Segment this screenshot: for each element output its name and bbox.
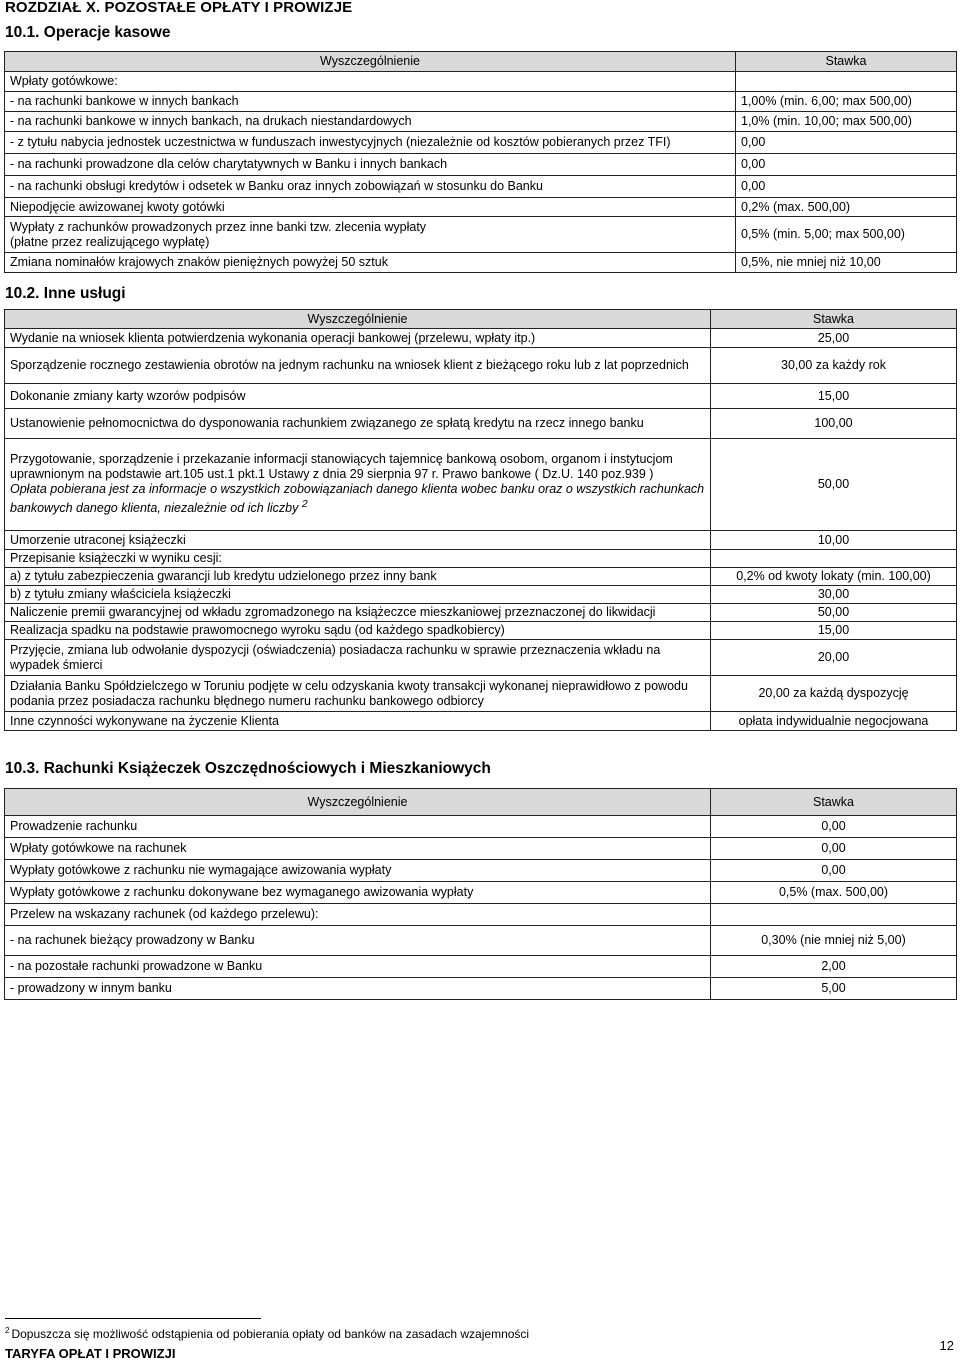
table-row — [5, 217, 957, 253]
footnote-mark: 2 — [5, 1326, 10, 1335]
column-header-desc: Wyszczególnienie — [5, 789, 711, 816]
row-rate — [711, 550, 957, 568]
table-row — [5, 712, 957, 731]
row-rate: 15,00 — [711, 622, 957, 640]
row-rate: 0,5% (max. 500,00) — [711, 882, 957, 904]
row-rate: 25,00 — [711, 329, 957, 348]
row-rate: 0,00 — [711, 860, 957, 882]
row-rate: 50,00 — [711, 604, 957, 622]
footnote-ref: 2 — [301, 499, 308, 511]
table-header-row — [5, 52, 957, 72]
row-desc: Sporządzenie rocznego zestawienia obrotów na jednym rachunku na wniosek klient z bieżącego roku lub z lat poprzednich — [5, 348, 711, 384]
row-desc: b) z tytułu zmiany właściciela książeczki — [5, 586, 711, 604]
row-desc: - prowadzony w innym banku — [5, 978, 711, 1000]
row-desc-line-1: Wypłaty z rachunków prowadzonych przez inne banki tzw. zlecenia wypłaty — [10, 219, 427, 234]
row-rate: 0,00 — [736, 176, 957, 198]
column-header-rate: Stawka — [711, 310, 957, 329]
table-row — [5, 816, 957, 838]
row-desc: - na pozostałe rachunki prowadzone w Banku — [5, 956, 711, 978]
column-header-desc: Wyszczególnienie — [5, 310, 711, 329]
table-rachunki-ksiazeczek — [4, 788, 957, 1000]
row-desc: Działania Banku Spółdzielczego w Toruniu podjęte w celu odzyskania kwoty transakcji wykonanej nieprawidłowo z powodu podania przez posiadacza rachunku błędnego numeru rachunku bankowego odbiorcy — [5, 676, 711, 712]
row-rate: 0,2% od kwoty lokaty (min. 100,00) — [711, 568, 957, 586]
table-row — [5, 978, 957, 1000]
row-rate: 0,30% (nie mniej niż 5,00) — [711, 926, 957, 956]
row-desc: - na rachunki bankowe w innych bankach, na drukach niestandardowych — [5, 112, 736, 132]
table-operacje-kasowe — [4, 51, 957, 273]
row-rate: opłata indywidualnie negocjowana — [711, 712, 957, 731]
row-desc: Realizacja spadku na podstawie prawomocnego wyroku sądu (od każdego spadkobiercy) — [5, 622, 711, 640]
row-rate: 1,00% (min. 6,00; max 500,00) — [736, 92, 957, 112]
footer-title: TARYFA OPŁAT I PROWIZJI — [5, 1346, 176, 1361]
table-row — [5, 956, 957, 978]
section-title-10-2: 10.2. Inne usługi — [5, 285, 126, 302]
row-desc: a) z tytułu zabezpieczenia gwarancji lub kredytu udzielonego przez inny bank — [5, 568, 711, 586]
table-row — [5, 904, 957, 926]
row-rate: 0,00 — [711, 816, 957, 838]
row-desc: Przyjęcie, zmiana lub odwołanie dyspozycji (oświadczenia) posiadacza rachunku w sprawie przeznaczenia wkładu na wypadek śmierci — [5, 640, 711, 676]
row-rate: 5,00 — [711, 978, 957, 1000]
row-desc: Wypłaty gotówkowe z rachunku nie wymagające awizowania wypłaty — [5, 860, 711, 882]
row-rate: 20,00 za każdą dyspozycję — [711, 676, 957, 712]
row-rate: 0,00 — [736, 132, 957, 154]
row-rate: 0,00 — [711, 838, 957, 860]
row-desc: Przelew na wskazany rachunek (od każdego przelewu): — [5, 904, 711, 926]
table-row — [5, 568, 957, 586]
row-desc: - na rachunki obsługi kredytów i odsetek w Banku oraz innych zobowiązań w stosunku do Banku — [5, 176, 736, 198]
row-desc-main: Przygotowanie, sporządzenie i przekazanie informacji stanowiących tajemnicę bankową osobom, organom i instytucjom uprawnionym na podstawie art.105 ust.1 pkt.1 Ustawy z dnia 29 sierpnia 97 r. Prawo bankowe ( Dz.U. 140 poz.939 ) — [10, 452, 673, 482]
row-desc — [5, 217, 736, 253]
table-row — [5, 72, 957, 92]
table-row — [5, 92, 957, 112]
chapter-title: ROZDZIAŁ X. POZOSTAŁE OPŁATY I PROWIZJE — [5, 0, 353, 16]
table-row — [5, 531, 957, 550]
table-row — [5, 622, 957, 640]
row-rate: 0,00 — [736, 154, 957, 176]
row-rate: 10,00 — [711, 531, 957, 550]
row-rate: 100,00 — [711, 409, 957, 439]
column-header-rate: Stawka — [736, 52, 957, 72]
row-desc: Wpłaty gotówkowe: — [5, 72, 736, 92]
row-rate: 0,2% (max. 500,00) — [736, 198, 957, 217]
table-row — [5, 409, 957, 439]
row-desc: - z tytułu nabycia jednostek uczestnictwa w funduszach inwestycyjnych (niezależnie od kosztów pobieranych przez TFI) — [5, 132, 736, 154]
row-desc: Wypłaty gotówkowe z rachunku dokonywane bez wymaganego awizowania wypłaty — [5, 882, 711, 904]
table-row — [5, 253, 957, 273]
row-desc-line-2: (płatne przez realizującego wypłatę) — [10, 234, 210, 249]
table-inne-uslugi — [4, 309, 957, 731]
row-rate: 30,00 za każdy rok — [711, 348, 957, 384]
table-row — [5, 112, 957, 132]
row-desc: Inne czynności wykonywane na życzenie Klienta — [5, 712, 711, 731]
row-desc: Zmiana nominałów krajowych znaków pieniężnych powyżej 50 sztuk — [5, 253, 736, 273]
row-desc: - na rachunek bieżący prowadzony w Banku — [5, 926, 711, 956]
row-desc — [5, 439, 711, 531]
row-rate — [736, 72, 957, 92]
row-desc: - na rachunki bankowe w innych bankach — [5, 92, 736, 112]
row-rate: 1,0% (min. 10,00; max 500,00) — [736, 112, 957, 132]
table-row — [5, 329, 957, 348]
row-desc: - na rachunki prowadzone dla celów charytatywnych w Banku i innych bankach — [5, 154, 736, 176]
table-header-row — [5, 789, 957, 816]
row-desc: Wpłaty gotówkowe na rachunek — [5, 838, 711, 860]
table-row — [5, 198, 957, 217]
table-row — [5, 348, 957, 384]
row-rate: 2,00 — [711, 956, 957, 978]
column-header-desc: Wyszczególnienie — [5, 52, 736, 72]
section-title-10-3: 10.3. Rachunki Książeczek Oszczędnościowych i Mieszkaniowych — [5, 760, 491, 777]
row-desc: Wydanie na wniosek klienta potwierdzenia wykonania operacji bankowej (przelewu, wpłaty itp.) — [5, 329, 711, 348]
table-row — [5, 676, 957, 712]
row-rate — [711, 904, 957, 926]
table-row — [5, 640, 957, 676]
row-desc: Dokonanie zmiany karty wzorów podpisów — [5, 384, 711, 409]
row-desc-note-text: Opłata pobierana jest za informacje o wszystkich zobowiązaniach danego klienta wobec banku oraz o wszystkich rachunkach bankowych danego klienta, niezależnie od ich liczby — [10, 482, 705, 516]
table-row — [5, 132, 957, 154]
row-rate: 0,5%, nie mniej niż 10,00 — [736, 253, 957, 273]
footnote-text: Dopuszcza się możliwość odstąpienia od pobierania opłaty od banków na zasadach wzajemności — [11, 1327, 530, 1341]
table-row — [5, 586, 957, 604]
table-row — [5, 604, 957, 622]
table-row — [5, 439, 957, 531]
row-desc-note — [10, 482, 705, 516]
row-rate: 0,5% (min. 5,00; max 500,00) — [736, 217, 957, 253]
table-row — [5, 860, 957, 882]
row-rate: 30,00 — [711, 586, 957, 604]
table-row — [5, 838, 957, 860]
row-desc: Niepodjęcie awizowanej kwoty gotówki — [5, 198, 736, 217]
table-row — [5, 384, 957, 409]
row-desc: Prowadzenie rachunku — [5, 816, 711, 838]
row-desc: Przepisanie książeczki w wyniku cesji: — [5, 550, 711, 568]
row-desc: Umorzenie utraconej książeczki — [5, 531, 711, 550]
row-rate: 15,00 — [711, 384, 957, 409]
row-rate: 50,00 — [711, 439, 957, 531]
column-header-rate: Stawka — [711, 789, 957, 816]
table-row — [5, 550, 957, 568]
table-header-row — [5, 310, 957, 329]
table-row — [5, 926, 957, 956]
section-title-10-1: 10.1. Operacje kasowe — [5, 24, 171, 41]
table-row — [5, 154, 957, 176]
row-desc: Ustanowienie pełnomocnictwa do dysponowania rachunkiem związanego ze spłatą kredytu na rzecz innego banku — [5, 409, 711, 439]
table-row — [5, 176, 957, 198]
footnote-separator — [5, 1318, 261, 1319]
row-rate: 20,00 — [711, 640, 957, 676]
page-number: 12 — [939, 1338, 954, 1353]
footnote — [5, 1326, 529, 1341]
row-desc: Naliczenie premii gwarancyjnej od wkładu zgromadzonego na książeczce mieszkaniowej przeznaczonej do likwidacji — [5, 604, 711, 622]
table-row — [5, 882, 957, 904]
